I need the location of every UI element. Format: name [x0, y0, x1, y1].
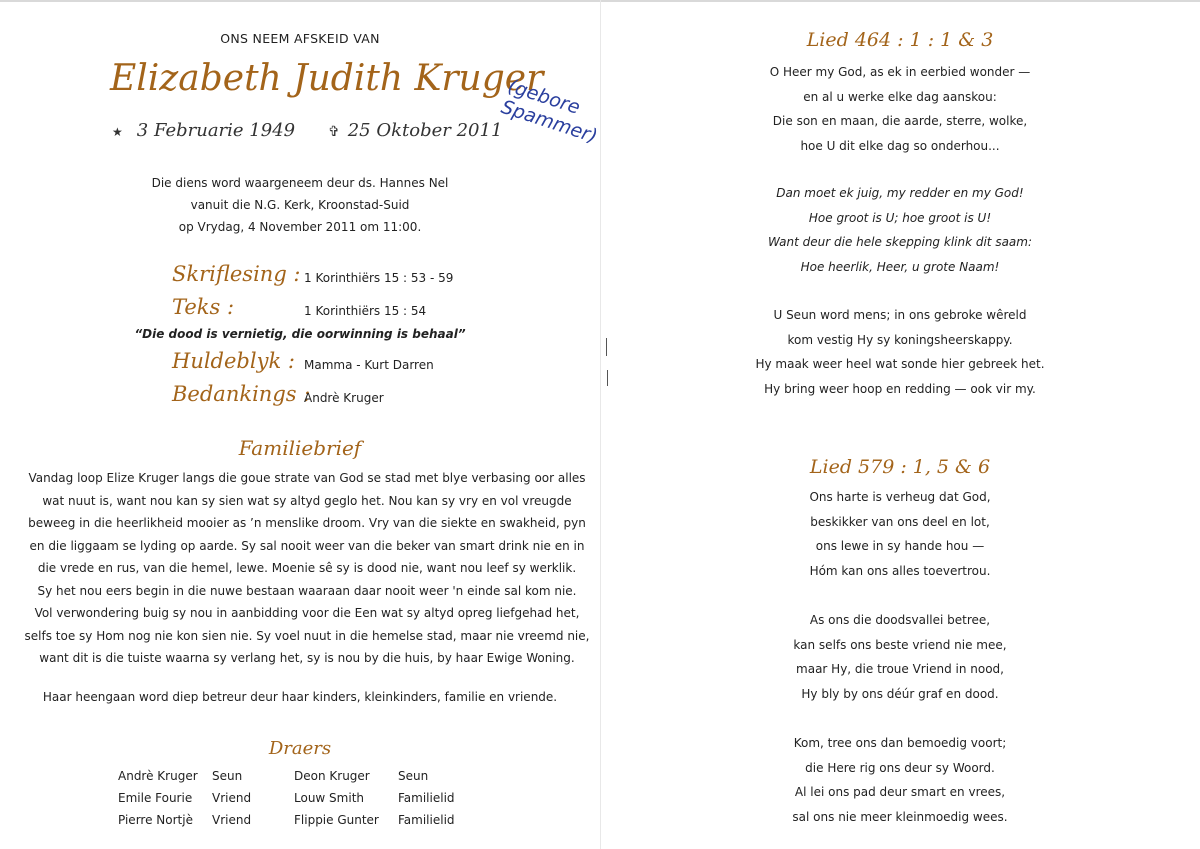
verse-line: hoe U dit elke dag so onderhou...: [800, 138, 1000, 153]
scan-mark: [607, 370, 608, 386]
pallbearer-role: Familielid: [398, 791, 455, 805]
verse-line: Hy bly by ons déúr graf en dood.: [801, 686, 999, 701]
program-label-bedankings: Bedankings :: [172, 382, 311, 406]
verse-line: sal ons nie meer kleinmoedig wees.: [792, 809, 1008, 824]
hymn2-verse-1: [600, 485, 1200, 583]
letter-line: Sy het nou eers begin in die nuwe bestaan waaraan daar nooit weer 'n einde sal kom nie.: [37, 583, 577, 598]
table-row: [118, 809, 455, 831]
program-value-teks: 1 Korinthiërs 15 : 54: [304, 304, 427, 318]
star-icon: ★: [112, 125, 123, 139]
pallbearer-name: Andrè Kruger: [118, 769, 198, 783]
farewell-heading: ONS NEEM AFSKEID VAN: [220, 31, 380, 46]
letter-line: Vol verwondering buig sy nou in aanbidding voor die Een wat sy altyd opreg liefgehad het,: [34, 606, 580, 620]
birth-date: 3 Februarie 1949: [136, 120, 296, 141]
hymn2-title: Lied 579 : 1, 5 & 6: [809, 456, 991, 478]
pallbearer-name: Deon Kruger: [294, 769, 370, 783]
hymn2-verse-6: [600, 731, 1200, 829]
program-value-huldeblyk: Mamma - Kurt Darren: [304, 358, 434, 372]
verse-line: Al lei ons pad deur smart en vrees,: [794, 785, 1006, 799]
pallbearer-name: Louw Smith: [294, 791, 365, 805]
program-value-skriflesing: 1 Korinthiërs 15 : 53 - 59: [304, 271, 454, 285]
verse-line: Kom, tree ons dan bemoedig voort;: [793, 736, 1007, 750]
verse-line: O Heer my God, as ek in eerbied wonder —: [769, 65, 1031, 79]
letter-line: Vandag loop Elize Kruger langs die goue strate van God se stad met blye verbasing oor alles: [28, 471, 586, 485]
program-value-bedankings: Andrè Kruger: [304, 391, 384, 405]
scan-mark: [606, 338, 607, 356]
letter-line: wat nuut is, want nou kan sy sien wat sy altyd geglo het. Nou kan sy vry en vol vreugde: [42, 493, 572, 508]
pallbearer-role: Seun: [212, 769, 243, 783]
hymn1-verse-1: [600, 60, 1200, 158]
verse-line: U Seun word mens; in ons gebroke wêreld: [773, 308, 1027, 322]
service-details: [0, 172, 600, 238]
birth-date-block: [112, 120, 295, 141]
letter-line: want dit is die tuiste waarna sy verlang het, sy is nou by die huis, by haar Ewige Woning.: [39, 651, 575, 665]
pallbearer-role: Familielid: [398, 813, 455, 827]
service-line: vanuit die N.G. Kerk, Kroonstad-Suid: [190, 198, 410, 212]
hymn1-title: Lied 464 : 1 : 1 & 3: [806, 29, 994, 51]
verse-line: kom vestig Hy sy koningsheerskappy.: [787, 332, 1013, 347]
verse-line: Dan moet ek juig, my redder en my God!: [776, 186, 1024, 200]
program-label-teks: Teks :: [172, 295, 235, 319]
verse-line: Die son en maan, die aarde, sterre, wolke,: [772, 114, 1028, 128]
pallbearer-role: Seun: [398, 769, 429, 783]
scripture-quote: “Die dood is vernietig, die oorwinning is behaal”: [134, 327, 466, 341]
right-page: [600, 0, 1200, 849]
cross-icon: ✞: [328, 124, 340, 140]
familiebrief-text: [22, 467, 592, 670]
verse-line: As ons die doodsvallei betree,: [809, 613, 991, 627]
verse-line: kan selfs ons beste vriend nie mee,: [793, 637, 1007, 652]
verse-line: maar Hy, die troue Vriend in nood,: [796, 662, 1004, 676]
familiebrief-closing: Haar heengaan word diep betreur deur haar kinders, kleinkinders, familie en vriende.: [42, 690, 558, 704]
letter-line: selfs toe sy Hom nog nie kon sien nie. Sy voel nuut in die hemelse stad, maar nie vreemd nie,: [24, 628, 590, 643]
pallbearer-name: Flippie Gunter: [294, 813, 379, 827]
program-label-huldeblyk: Huldeblyk :: [172, 349, 295, 373]
verse-line: Hoe groot is U; hoe groot is U!: [808, 210, 992, 225]
handwritten-note: (gebore Spammer): [498, 75, 601, 148]
verse-line: en al u werke elke dag aanskou:: [803, 89, 997, 104]
pallbearer-role: Vriend: [212, 791, 252, 805]
pallbearer-name: Emile Fourie: [118, 791, 193, 805]
hymn2-verse-5: [600, 608, 1200, 706]
verse-line: Want deur die hele skepping klink dit saam:: [767, 235, 1033, 249]
verse-line: beskikker van ons deel en lot,: [810, 514, 990, 529]
letter-line: beweeg in die heerlikheid mooier as ’n menslike droom. Vry van die siekte en swakheid, pyn: [28, 516, 586, 530]
letter-line: en die liggaam se lyding op aarde. Sy sal nooit weer van die beker van smart drink nie en in: [29, 538, 585, 553]
verse-line: ons lewe in sy hande hou —: [815, 539, 985, 553]
verse-line: Hy bring weer hoop en redding — ook vir my.: [764, 381, 1036, 396]
service-line: op Vrydag, 4 November 2011 om 11:00.: [178, 220, 422, 234]
pallbearer-role: Vriend: [212, 813, 252, 827]
table-row: [118, 787, 455, 809]
table-row: [118, 765, 455, 787]
death-date: 25 Oktober 2011: [347, 120, 503, 141]
letter-line: die vrede en rus, van die hemel, lewe. Moenie sê sy is dood nie, want nou leef sy werklik.: [37, 561, 577, 575]
service-line: Die diens word waargeneem deur ds. Hannes Nel: [151, 176, 449, 190]
verse-line: Hoe heerlik, Heer, u grote Naam!: [800, 259, 1000, 274]
program-label-skriflesing: Skriflesing :: [172, 262, 301, 286]
hymn1-chorus: [600, 181, 1200, 279]
death-date-block: [328, 120, 502, 141]
draers-title: Draers: [268, 738, 332, 759]
verse-line: Hy maak weer heel wat sonde hier gebreek het.: [755, 357, 1045, 371]
deceased-name: Elizabeth Judith Kruger: [110, 58, 544, 99]
pallbearers-table: [118, 765, 455, 831]
verse-line: die Here rig ons deur sy Woord.: [805, 760, 995, 775]
pallbearer-name: Pierre Nortjè: [118, 813, 193, 827]
familiebrief-title: Familiebrief: [238, 436, 362, 460]
hymn1-verse-3: [600, 303, 1200, 401]
verse-line: Hóm kan ons alles toevertrou.: [809, 563, 991, 578]
verse-line: Ons harte is verheug dat God,: [809, 490, 991, 504]
